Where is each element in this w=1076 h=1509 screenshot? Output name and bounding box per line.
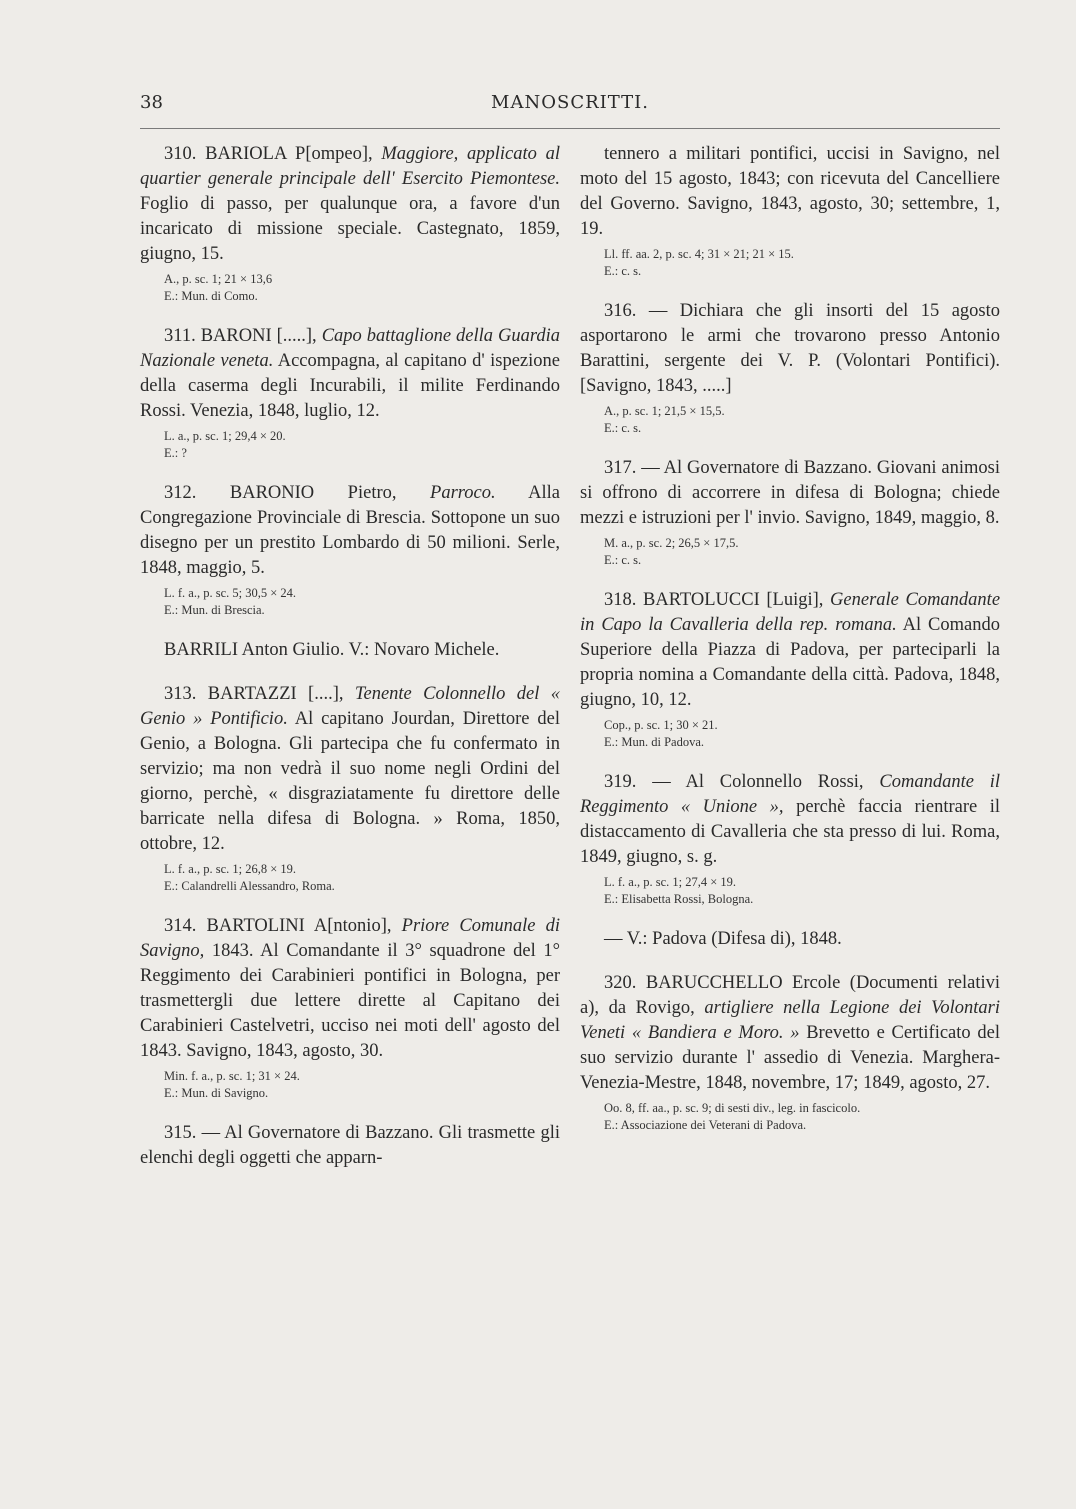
entry-body: Brevetto e Certificato del suo servizio durante l' assedio di Venezia. Marghera-Venezia-Mestre, 1848, novembre, 17; 1849, agosto, 27. — [580, 1023, 1000, 1093]
catalog-entry — [140, 914, 560, 1102]
entry-note: L. f. a., p. sc. 1; 27,4 × 19. — [604, 875, 737, 889]
catalog-entry — [140, 324, 560, 462]
entry-name: BARTOLINI A[ntonio], — [206, 916, 392, 936]
entry-note: M. a., p. sc. 2; 26,5 × 17,5. — [604, 536, 739, 550]
entry-number: 319. — [604, 772, 637, 792]
entry-text — [580, 299, 1000, 399]
entry-number: 314. — [164, 916, 197, 936]
entry-body: Gli trasmette gli elenchi degli oggetti che apparn- — [140, 1123, 560, 1168]
entry-name: BARONIO Pietro, — [229, 483, 397, 503]
entry-body: tennero a militari pontifici, uccisi in Savigno, nel moto del 15 agosto, 1843; con ricevuta del Cancelliere del Governo. Savigno, 1843, agosto, 30; settembre, 1, 19. — [580, 144, 1000, 239]
entry-title: Generale Comandante in Capo la Cavalleria della rep. romana. — [580, 590, 1001, 635]
entry-text — [140, 914, 560, 1064]
entry-text — [580, 770, 1000, 870]
entry-number: 312. — [164, 483, 197, 503]
entry-body: Accompagna, al capitano d' ispezione della caserma degli Incurabili, il milite Ferdinando Rossi. Venezia, 1848, luglio, 12. — [140, 351, 560, 421]
catalog-entry — [140, 638, 560, 663]
entry-note: E.: Calandrelli Alessandro, Roma. — [164, 879, 335, 893]
entry-name: BARIOLA P[ompeo], — [205, 144, 373, 164]
entry-name: — Al Governatore di Bazzano. — [201, 1123, 434, 1143]
page-number: 38 — [140, 92, 163, 113]
entry-title: artigliere nella Legione dei Volontari Veneti « Bandiera e Moro. » — [580, 998, 1001, 1043]
catalog-entry — [580, 588, 1000, 751]
catalog-entry — [580, 971, 1000, 1134]
entry-body: Al Comando Superiore della Piazza di Padova, per parteciparli la propria nomina a Comandante della città. Padova, 1848, giugno, 10, 12. — [580, 615, 1000, 710]
entry-title: Maggiore, applicato al quartier generale principale dell' Esercito Piemontese. — [140, 144, 561, 189]
entry-body: perchè faccia rientrare il distaccamento di Cavalleria che sta presso di lui. Roma, 1849, giugno, s. g. — [580, 797, 1001, 867]
catalog-entry — [580, 927, 1000, 952]
entry-number: 311. — [164, 326, 196, 346]
entry-title: Tenente Colonnello del « Genio » Pontificio. — [140, 684, 561, 729]
entry-text — [140, 1121, 560, 1171]
entry-body: asportarono le armi che trovarono presso Antonio Barattini, sergente dei V. P. (Volontari Pontifici). [Savigno, 1843, .....] — [580, 326, 1000, 396]
entry-text — [140, 682, 560, 857]
entry-note: E.: c. s. — [604, 553, 642, 567]
entry-name: BARRILI Anton Giulio. V.: Novaro Michele. — [164, 640, 500, 660]
entry-note: E.: c. s. — [604, 264, 642, 278]
catalog-entry — [140, 481, 560, 619]
entry-body: Foglio di passo, per qualunque ora, a favore d'un incaricato di missione speciale. Castegnato, 1859, giugno, 15. — [140, 194, 560, 264]
entry-text — [580, 456, 1000, 531]
entry-text — [140, 481, 560, 581]
entry-title: Capo battaglione della Guardia Nazionale veneta. — [140, 326, 561, 371]
entry-note: E.: Mun. di Brescia. — [164, 603, 265, 617]
catalog-entry — [580, 770, 1000, 908]
entry-body: Al capitano Jourdan, Direttore del Genio, a Bologna. Gli partecipa che fu confermato in servizio; ma non vedrà il suo nome negli Ordini del giorno, perchè, « disgraziatamente fu direttore delle barricate nella difesa di Bologna. » Roma, 1850, ottobre, 12. — [140, 709, 560, 854]
entry-number: 313. — [164, 684, 197, 704]
entry-note: L. f. a., p. sc. 5; 30,5 × 24. — [164, 586, 297, 600]
entry-number: 310. — [164, 144, 197, 164]
entry-note: E.: c. s. — [604, 421, 642, 435]
catalog-entry — [580, 142, 1000, 280]
entry-note: L. f. a., p. sc. 1; 26,8 × 19. — [164, 862, 297, 876]
page-header — [140, 92, 1000, 122]
entry-name: — V.: Padova (Difesa di), 1848. — [604, 929, 842, 949]
entry-body: 1843. Al Comandante il 3° squadrone del 1° Reggimento dei Carabinieri pontifici in Bologna, per trasmettergli due lettere dirette al Capitano dei Carabinieri Castelvetri, ucciso nei moti dell' agosto del 1843. Savigno, 1843, agosto, 30. — [140, 941, 560, 1061]
entry-note: Min. f. a., p. sc. 1; 31 × 24. — [164, 1069, 300, 1083]
entry-note: E.: Mun. di Como. — [164, 289, 258, 303]
entry-note: E.: Mun. di Padova. — [604, 735, 704, 749]
entry-number: 317. — [604, 458, 637, 478]
entry-number: 320. — [604, 973, 637, 993]
right-column — [580, 142, 1000, 1153]
entry-body: Alla Congregazione Provinciale di Brescia. Sottopone un suo disegno per un prestito Lombardo di 50 milioni. Serle, 1848, maggio, 5. — [140, 483, 560, 578]
entry-note: Ll. ff. aa. 2, p. sc. 4; 31 × 21; 21 × 15. — [604, 247, 794, 261]
entry-text — [140, 142, 560, 267]
entry-note: E.: Mun. di Savigno. — [164, 1086, 269, 1100]
entry-text — [140, 638, 560, 663]
entry-note: E.: ? — [164, 446, 187, 460]
catalog-entry — [140, 1121, 560, 1171]
entry-name: — Al Colonnello Rossi, — [652, 772, 864, 792]
entry-name: — Dichiara che gli insorti del 15 agosto — [648, 301, 1000, 321]
entry-note: Cop., p. sc. 1; 30 × 21. — [604, 718, 718, 732]
running-title: MANOSCRITTI. — [491, 92, 649, 113]
entry-number: 318. — [604, 590, 637, 610]
entry-text — [140, 324, 560, 424]
entry-name: BARTOLUCCI [Luigi], — [643, 590, 824, 610]
entry-text — [580, 588, 1000, 713]
entry-title: Priore Comunale di Savigno, — [140, 916, 560, 961]
entry-name: — Al Governatore di Bazzano. — [641, 458, 873, 478]
catalog-entry — [580, 456, 1000, 569]
entry-note: A., p. sc. 1; 21,5 × 15,5. — [604, 404, 725, 418]
entry-note: E.: Associazione dei Veterani di Padova. — [604, 1118, 807, 1132]
header-rule — [140, 128, 1000, 129]
entry-text — [580, 971, 1000, 1096]
entry-number: 316. — [604, 301, 637, 321]
entry-name: BARTAZZI [....], — [207, 684, 344, 704]
entry-title: Parroco. — [430, 483, 496, 503]
entry-name: BARUCCHELLO Ercole (Documenti relativi a), da Rovigo, — [580, 973, 1001, 1018]
entry-note: Oo. 8, ff. aa., p. sc. 9; di sesti div., leg. in fascicolo. — [604, 1101, 861, 1115]
left-column — [140, 142, 560, 1190]
entry-title: Comandante il Reggimento « Unione », — [580, 772, 1001, 817]
entry-text — [580, 142, 1000, 242]
catalog-entry — [580, 299, 1000, 437]
entry-number: 315. — [164, 1123, 197, 1143]
entry-note: E.: Elisabetta Rossi, Bologna. — [604, 892, 754, 906]
entry-note: A., p. sc. 1; 21 × 13,6 — [164, 272, 273, 286]
entry-text — [580, 927, 1000, 952]
catalog-entry — [140, 142, 560, 305]
entry-name: BARONI [.....], — [200, 326, 317, 346]
catalog-entry — [140, 682, 560, 895]
entry-note: L. a., p. sc. 1; 29,4 × 20. — [164, 429, 286, 443]
entry-body: Giovani animosi si offrono di accorrere in difesa di Bologna; chiede mezzi e istruzioni per l' invio. Savigno, 1849, maggio, 8. — [580, 458, 1001, 528]
